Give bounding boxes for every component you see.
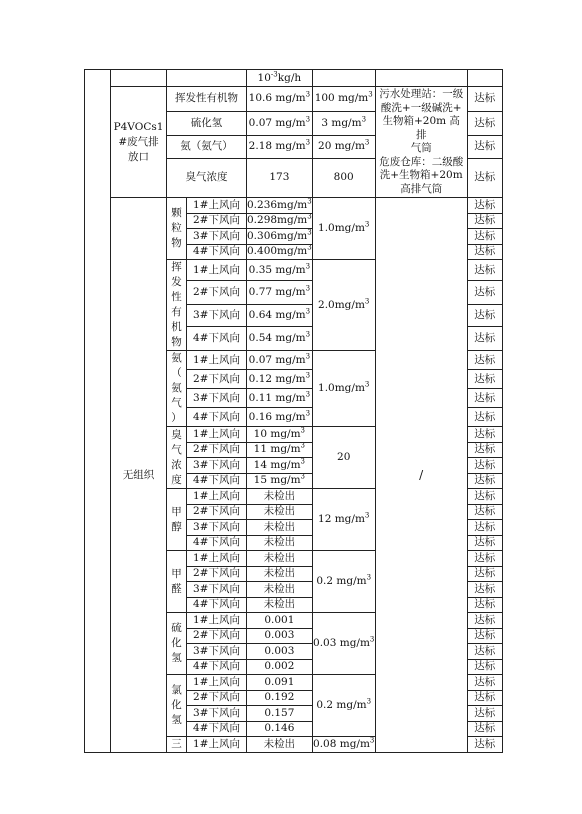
pollutant-name: 甲 醇: [167, 489, 187, 551]
monitor-position: 4#下风向: [187, 244, 247, 260]
measured-value: 0.16 $mg/m^3$: [247, 408, 313, 427]
measured-value: 11 $mg/m^3$: [247, 442, 313, 458]
monitor-position: 2#下风向: [187, 442, 247, 458]
result-cell: 达标: [467, 737, 502, 753]
top-row-blank: [167, 70, 247, 87]
result-cell: 达标: [467, 326, 502, 350]
source-value: 2.18 $mg/m^3$: [247, 136, 313, 158]
measured-value: $0.236mg/m^3$: [247, 198, 313, 214]
pollutant-name: 臭 气 浓 度: [167, 427, 187, 489]
measured-value: 15 $mg/m^3$: [247, 473, 313, 489]
limit-value: $1.0mg/m^3$: [312, 351, 375, 427]
measured-value: 未检出: [247, 597, 313, 613]
measured-value: $0.298mg/m^3$: [247, 213, 313, 229]
top-row-blank: [111, 70, 167, 87]
monitor-position: 3#下风向: [187, 458, 247, 474]
measured-value: $0.306mg/m^3$: [247, 229, 313, 245]
monitor-position: 4#下风向: [187, 659, 247, 675]
limit-value: 0.03 $mg/m^3$: [312, 613, 375, 675]
pollutant-name: 硫 化 氢: [167, 613, 187, 675]
result-cell: 达标: [467, 489, 502, 505]
monitor-position: 2#下风向: [187, 370, 247, 389]
monitor-position: 1#上风向: [187, 351, 247, 370]
monitor-position: 4#下风向: [187, 473, 247, 489]
treatment-note: 污水处理站：一级 酸洗+一级碱洗+ 生物箱+20m 高排 气筒 危废仓库：二级酸 洗+生物箱+20m 高排气筒: [375, 87, 467, 198]
measured-value: 0.192: [247, 690, 313, 706]
measured-value: 0.12 $mg/m^3$: [247, 370, 313, 389]
result-cell: 达标: [467, 427, 502, 443]
result-cell: 达标: [467, 389, 502, 408]
result-cell: 达标: [467, 458, 502, 474]
top-row-value: $10^{-3}kg/h$: [247, 70, 313, 87]
measured-value: 未检出: [247, 489, 313, 505]
monitor-position: 3#下风向: [187, 644, 247, 660]
measured-value: 未检出: [247, 737, 313, 753]
top-row-blank: [467, 70, 502, 87]
limit-value: 0.08 $mg/m^3$: [312, 737, 375, 753]
source-value: 10.6 $mg/m^3$: [247, 87, 313, 112]
limit-value: 20: [312, 427, 375, 489]
monitor-position: 2#下风向: [187, 504, 247, 520]
monitor-position: 1#上风向: [187, 737, 247, 753]
monitor-position: 1#上风向: [187, 489, 247, 505]
monitor-position: 4#下风向: [187, 408, 247, 427]
result-cell: 达标: [467, 566, 502, 582]
result-cell: 达标: [467, 535, 502, 551]
pollutant-name: 氨 （ 氨 气 ）: [167, 351, 187, 427]
measured-value: 0.003: [247, 628, 313, 644]
table-row: [85, 87, 503, 112]
limit-value: 0.2 $mg/m^3$: [312, 551, 375, 613]
measured-value: 未检出: [247, 566, 313, 582]
measured-value: 未检出: [247, 504, 313, 520]
monitor-position: 2#下风向: [187, 628, 247, 644]
monitor-position: 1#上风向: [187, 260, 247, 281]
result-cell: 达标: [467, 442, 502, 458]
source-item: 挥发性有机物: [167, 87, 247, 112]
measured-value: 14 $mg/m^3$: [247, 458, 313, 474]
result-cell: 达标: [467, 111, 502, 136]
measured-value: 0.002: [247, 659, 313, 675]
source-value: 173: [247, 158, 313, 198]
result-cell: 达标: [467, 504, 502, 520]
result-cell: 达标: [467, 613, 502, 629]
result-cell: 达标: [467, 628, 502, 644]
monitoring-results-table: [84, 69, 503, 753]
monitor-position: 3#下风向: [187, 520, 247, 536]
monitor-position: 3#下风向: [187, 229, 247, 245]
monitor-position: 1#上风向: [187, 675, 247, 691]
pollutant-name: 氯 化 氢: [167, 675, 187, 737]
source-limit: 20 $mg/m^3$: [312, 136, 375, 158]
table-row: [85, 70, 503, 87]
pollutant-name: 甲 醛: [167, 551, 187, 613]
measured-value: 0.07 $mg/m^3$: [247, 351, 313, 370]
pollutant-name: 三: [167, 737, 187, 753]
pollutant-name: 颗 粒 物: [167, 198, 187, 260]
fugitive-note: /: [375, 198, 467, 753]
outer-left-column: [85, 70, 111, 753]
result-cell: 达标: [467, 198, 502, 214]
result-cell: 达标: [467, 370, 502, 389]
result-cell: 达标: [467, 473, 502, 489]
result-cell: 达标: [467, 675, 502, 691]
measured-value: 10 $mg/m^3$: [247, 427, 313, 443]
result-cell: 达标: [467, 213, 502, 229]
monitor-position: 1#上风向: [187, 427, 247, 443]
measured-value: 未检出: [247, 535, 313, 551]
result-cell: 达标: [467, 260, 502, 281]
measured-value: 未检出: [247, 551, 313, 567]
result-cell: 达标: [467, 305, 502, 326]
limit-value: $1.0mg/m^3$: [312, 198, 375, 260]
measured-value: 0.11 $mg/m^3$: [247, 389, 313, 408]
source-limit: 3 $mg/m^3$: [312, 111, 375, 136]
measured-value: 未检出: [247, 520, 313, 536]
monitor-position: 1#上风向: [187, 613, 247, 629]
source-value: 0.07 $mg/m^3$: [247, 111, 313, 136]
monitor-position: 3#下风向: [187, 582, 247, 598]
result-cell: 达标: [467, 229, 502, 245]
result-cell: 达标: [467, 721, 502, 737]
monitor-position: 1#上风向: [187, 551, 247, 567]
monitor-position: 3#下风向: [187, 389, 247, 408]
result-cell: 达标: [467, 551, 502, 567]
monitor-position: 4#下风向: [187, 721, 247, 737]
result-cell: 达标: [467, 644, 502, 660]
result-cell: 达标: [467, 158, 502, 198]
result-cell: 达标: [467, 520, 502, 536]
result-cell: 达标: [467, 87, 502, 112]
measured-value: 0.003: [247, 644, 313, 660]
result-cell: 达标: [467, 582, 502, 598]
measured-value: 0.091: [247, 675, 313, 691]
monitor-position: 2#下风向: [187, 690, 247, 706]
fugitive-label: 无组织: [111, 198, 167, 753]
monitor-position: 4#下风向: [187, 535, 247, 551]
monitor-position: 4#下风向: [187, 597, 247, 613]
measured-value: 0.001: [247, 613, 313, 629]
pollutant-name: 挥 发 性 有 机 物: [167, 260, 187, 351]
measured-value: 0.157: [247, 706, 313, 722]
monitor-position: 2#下风向: [187, 281, 247, 305]
source-limit: 800: [312, 158, 375, 198]
result-cell: 达标: [467, 351, 502, 370]
measured-value: 0.64 $mg/m^3$: [247, 305, 313, 326]
measured-value: 0.54 $mg/m^3$: [247, 326, 313, 350]
top-row-blank: [312, 70, 375, 87]
monitor-position: 1#上风向: [187, 198, 247, 214]
result-cell: 达标: [467, 136, 502, 158]
monitor-position: 4#下风向: [187, 326, 247, 350]
result-cell: 达标: [467, 408, 502, 427]
result-cell: 达标: [467, 597, 502, 613]
limit-value: $2.0mg/m^3$: [312, 260, 375, 351]
source-limit: 100 $mg/m^3$: [312, 87, 375, 112]
result-cell: 达标: [467, 659, 502, 675]
monitor-position: 2#下风向: [187, 566, 247, 582]
measured-value: 0.146: [247, 721, 313, 737]
table-row: [85, 198, 503, 214]
result-cell: 达标: [467, 281, 502, 305]
monitor-position: 2#下风向: [187, 213, 247, 229]
source-name: P4VOCs1 #废气排 放口: [111, 87, 167, 198]
result-cell: 达标: [467, 244, 502, 260]
limit-value: 0.2 $mg/m^3$: [312, 675, 375, 737]
measured-value: $0.400mg/m^3$: [247, 244, 313, 260]
result-cell: 达标: [467, 690, 502, 706]
limit-value: 12 $mg/m^3$: [312, 489, 375, 551]
measured-value: 未检出: [247, 582, 313, 598]
source-item: 氨（氨气）: [167, 136, 247, 158]
monitor-position: 3#下风向: [187, 305, 247, 326]
measured-value: 0.77 $mg/m^3$: [247, 281, 313, 305]
top-row-blank: [375, 70, 467, 87]
source-item: 臭气浓度: [167, 158, 247, 198]
measured-value: 0.35 $mg/m^3$: [247, 260, 313, 281]
monitor-position: 3#下风向: [187, 706, 247, 722]
source-item: 硫化氢: [167, 111, 247, 136]
result-cell: 达标: [467, 706, 502, 722]
